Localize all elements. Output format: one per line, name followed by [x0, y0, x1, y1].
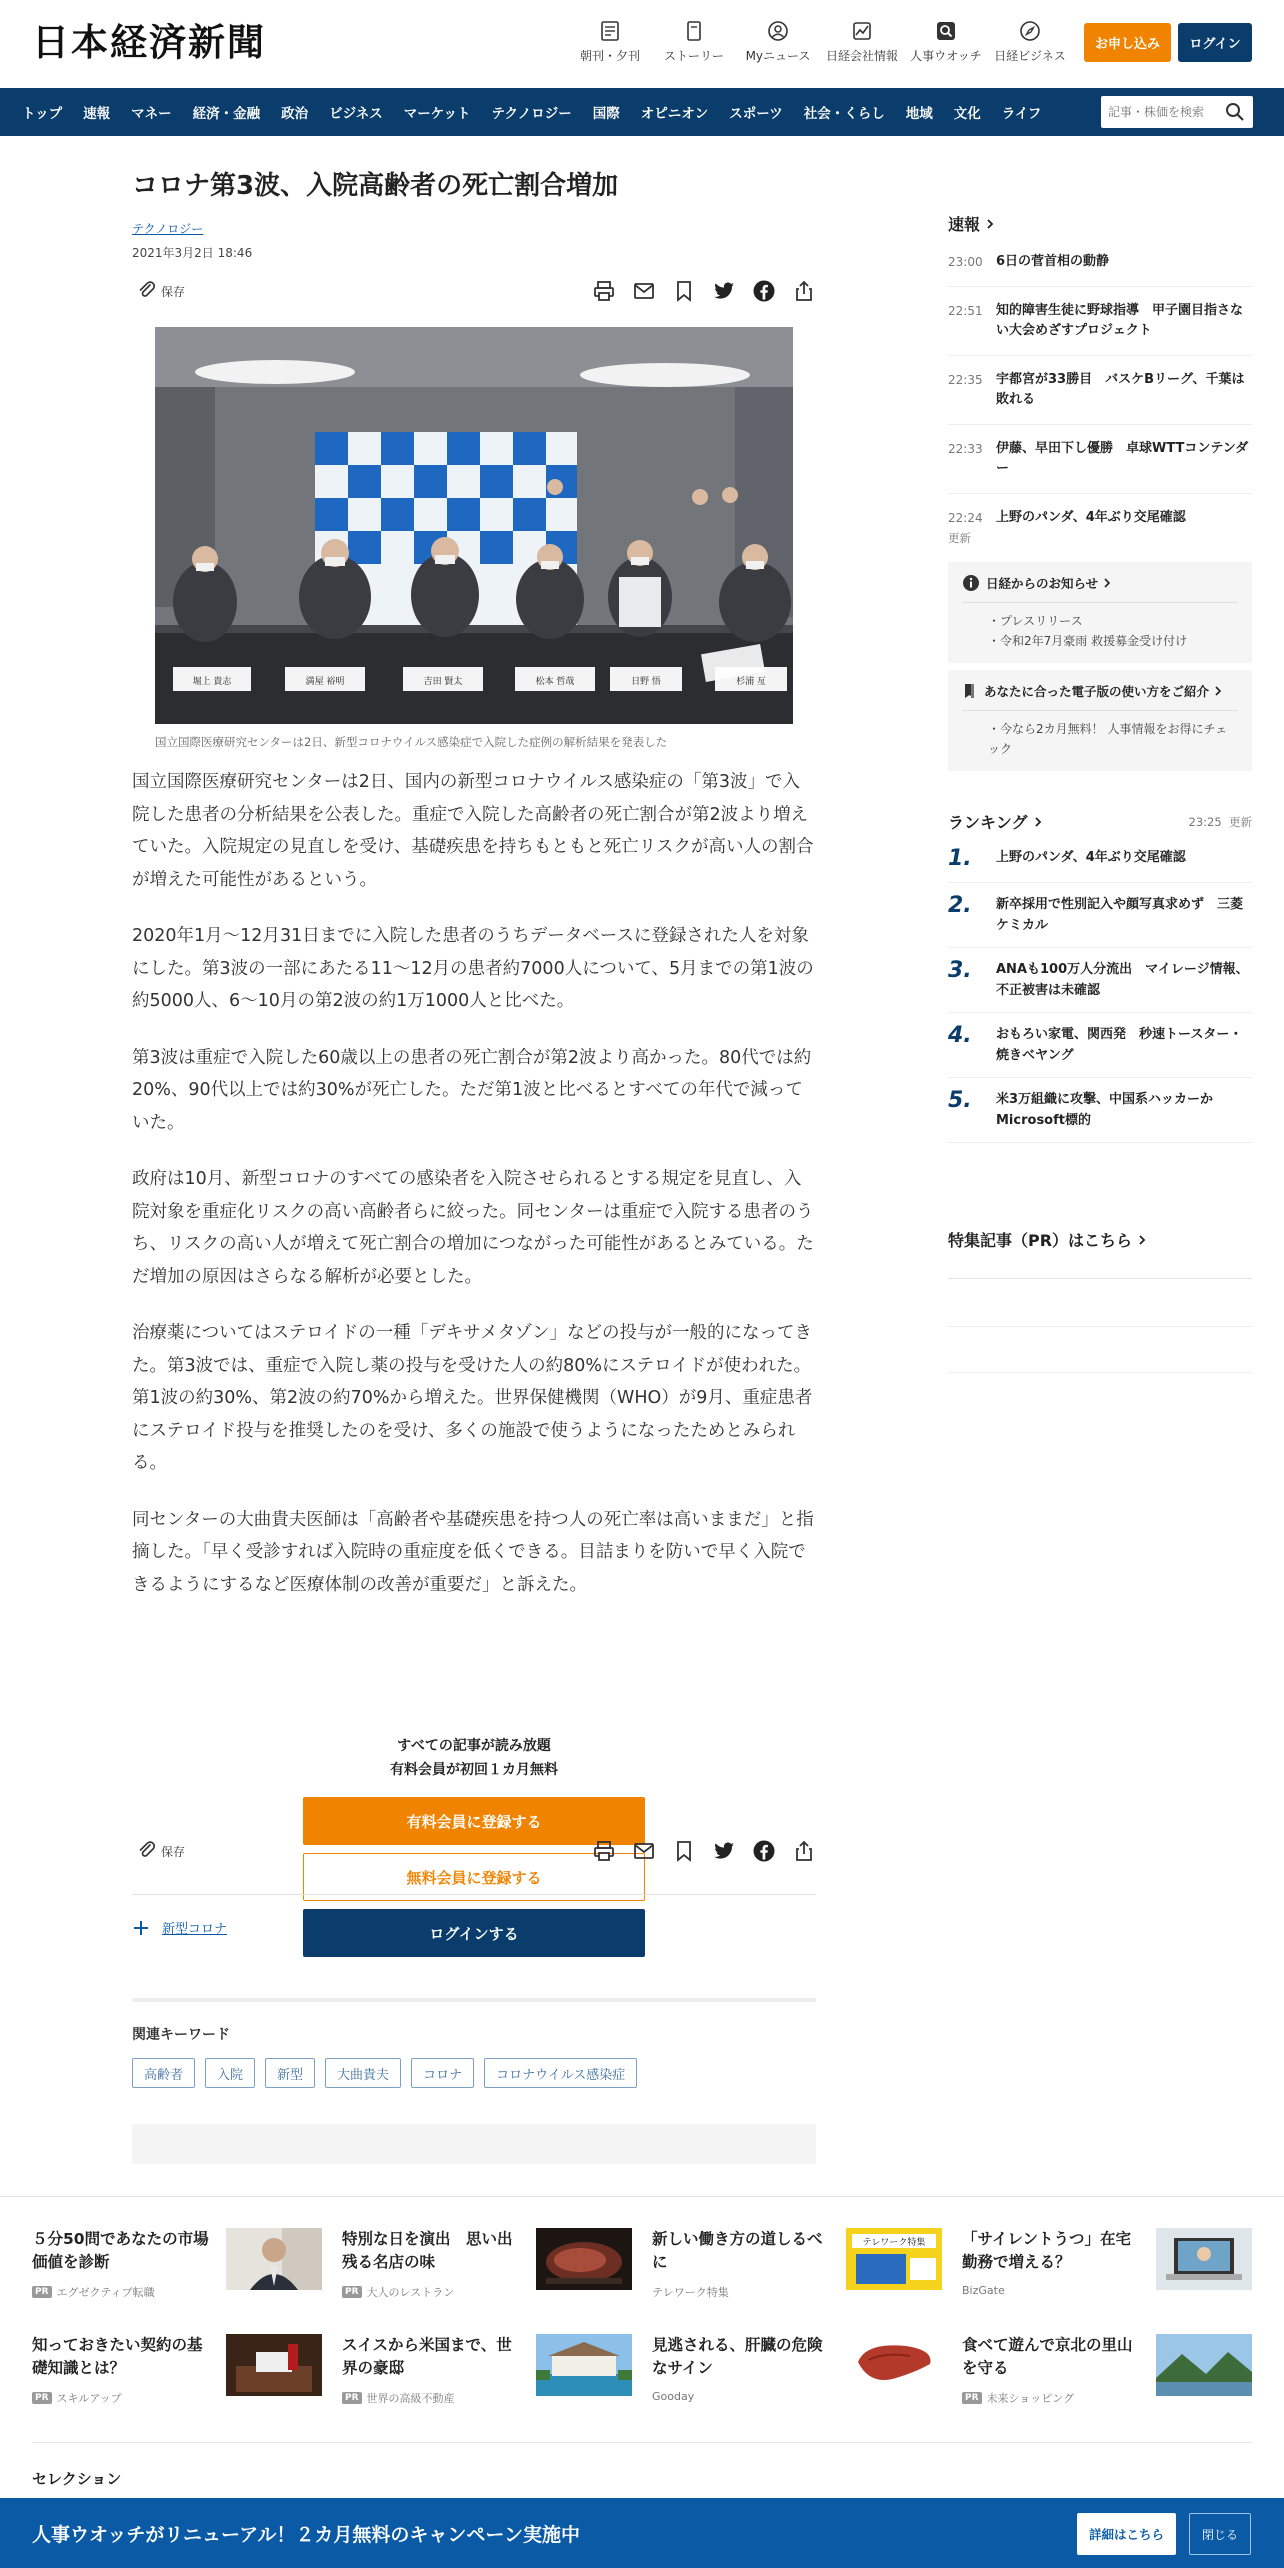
util-print-edition[interactable] — [568, 20, 652, 64]
promo-title: 知っておきたい契約の基礎知識とは？ — [32, 2336, 203, 2377]
util-nikkei-business[interactable] — [988, 20, 1072, 64]
keyword-tag[interactable]: 高齢者 — [132, 2058, 195, 2088]
newspaper-icon — [599, 20, 621, 42]
notice-title: あなたに合った電子版の使い方をご紹介 — [984, 684, 1210, 699]
news-title[interactable]: 6日の菅首相の動静 — [996, 254, 1110, 269]
register-paid-button[interactable]: 有料会員に登録する — [303, 1797, 645, 1845]
nav-item[interactable]: スポーツ — [729, 106, 783, 122]
promo-image — [226, 2228, 322, 2290]
article-paragraph: 政府は10月、新型コロナのすべての感染者を入院させられるとする規定を見直し、入院対象を重症化リスクの高い高齢者らに絞った。同センターは重症で入院する患者のうち、リスクの高い人が増えて死亡割合の増加につながった可能性があるとみている。ただ増加の原因はさらなる解析が必要とした。 — [132, 1169, 814, 1287]
promo-card[interactable] — [342, 2228, 632, 2298]
register-free-button[interactable]: 無料会員に登録する — [303, 1853, 645, 1901]
keyword-tag[interactable]: コロナ — [411, 2058, 474, 2088]
ranking-item[interactable] — [948, 836, 1252, 883]
promo-title: 食べて遊んで京北の里山を守る — [962, 2336, 1133, 2377]
share-icon[interactable] — [792, 279, 816, 303]
rank-title[interactable]: 米3万組織に攻撃、中国系ハッカーかMicrosoft標的 — [996, 1092, 1214, 1128]
topic-label: 新型コロナ — [162, 1922, 228, 1937]
save-button[interactable] — [136, 1840, 185, 1862]
breaking-news-header[interactable] — [948, 212, 995, 235]
promo-card[interactable] — [342, 2334, 632, 2404]
rank-title[interactable]: 上野のパンダ、4年ぶり交尾確認 — [996, 850, 1186, 865]
pr-badge: PR — [32, 2392, 52, 2404]
divider — [32, 2442, 1252, 2443]
nav-item[interactable]: 文化 — [953, 106, 981, 122]
bookmark-icon[interactable] — [672, 279, 696, 303]
promo-card[interactable] — [32, 2334, 322, 2404]
notice-title: 日経からのお知らせ — [986, 576, 1099, 591]
promo-separator — [0, 2196, 1284, 2197]
bookmark-icon[interactable] — [672, 1839, 696, 1863]
ranking-title-link[interactable] — [948, 810, 1043, 833]
breaking-news-list — [948, 238, 1252, 560]
nav-item[interactable]: マーケット — [403, 106, 471, 122]
pr-badge: PR — [962, 2392, 982, 2404]
notice-box-2 — [948, 670, 1252, 771]
compass-icon — [1019, 20, 1041, 42]
search-box — [1101, 96, 1253, 128]
banner-text: 人事ウオッチがリニューアル！２カ月無料のキャンペーン実施中 — [32, 2524, 580, 2546]
search-icon[interactable] — [1225, 102, 1245, 122]
search-input[interactable] — [1101, 96, 1213, 128]
rank-number: 2. — [948, 893, 972, 918]
article-paragraph: 治療薬についてはステロイドの一種「デキサメタゾン」などの投与が一般的になってきた。第3波では、重症で入院し薬の投与を受けた人の約80%にステロイドが使われた。第1波の約30%、第2波の約70%から増えた。世界保健機関（WHO）が9月、重症患者にステロイド投与を推奨したのを受け、多くの施設で使うようになったためとみられる。 — [132, 1323, 813, 1473]
article-paragraph: 同センターの大曲貴夫医師は「高齢者や基礎疾患を持つ人の死亡率は高いままだ」と指摘した。「早く受診すれば入院時の重症度を低くできる。目詰まりを防いで早く入院できるようにするなど医療体制の改善が重要だ」と訴えた。 — [132, 1509, 814, 1595]
news-item[interactable] — [948, 425, 1252, 494]
site-header — [0, 0, 1284, 88]
news-time: 22:33 — [948, 442, 983, 456]
news-title[interactable]: 上野のパンダ、4年ぶり交尾確認 — [996, 510, 1186, 525]
promo-title: 見逃される、肝臓の危険なサイン — [652, 2336, 823, 2377]
keyword-tag[interactable]: 大曲貴夫 — [325, 2058, 401, 2088]
keyword-list — [132, 2058, 816, 2088]
nav-list — [22, 88, 1062, 136]
ranking-update-label: 更新 — [1229, 814, 1252, 829]
promo-image — [846, 2228, 942, 2290]
divider — [948, 1372, 1252, 1373]
news-title[interactable]: 知的障害生徒に野球指導 甲子園目指さない大会めざすプロジェクト — [996, 303, 1244, 338]
print-icon[interactable] — [592, 279, 616, 303]
news-item[interactable] — [948, 238, 1252, 287]
news-item[interactable] — [948, 287, 1252, 356]
rank-number: 3. — [948, 958, 972, 983]
nav-item[interactable]: マネー — [131, 106, 172, 122]
twitter-icon[interactable] — [712, 1839, 736, 1863]
keywords-title: 関連キーワード — [132, 2027, 230, 2043]
promo-source-label: テレワーク特集 — [652, 2286, 729, 2299]
user-icon — [767, 20, 789, 42]
campaign-banner — [0, 2498, 1284, 2568]
article-paragraph: 国立国際医療研究センターは2日、国内の新型コロナウイルス感染症の「第3波」で入院した患者の分析結果を公表した。重症で入院した高齢者の死亡割合が第2波より増えていた。入院規定の見直しを受け、基礎疾患を持ちもともと死亡リスクが高い人の割合が増えた可能性があるという。 — [132, 772, 814, 890]
nav-item[interactable]: 地域 — [905, 106, 933, 122]
nameplate-text: 吉田 賢太 — [423, 677, 463, 687]
mail-icon[interactable] — [632, 1839, 656, 1863]
share-icon[interactable] — [792, 1839, 816, 1863]
promo-card[interactable] — [652, 2228, 942, 2298]
article-paragraph: 第3波は重症で入院した60歳以上の患者の死亡割合が第2波より高かった。80代では約20%、90代以上では約30%が死亡した。ただ第1波と比べるとすべての年代で減っていた。 — [132, 1047, 812, 1133]
ranking-header — [948, 810, 1252, 833]
news-time: 22:24 — [948, 511, 983, 525]
print-icon[interactable] — [592, 1839, 616, 1863]
pr-badge: PR — [342, 2286, 362, 2298]
nameplate-text: 松本 哲哉 — [535, 677, 575, 687]
paperclip-icon — [136, 280, 158, 302]
article-category-link[interactable]: テクノロジー — [132, 222, 204, 236]
util-company-info[interactable] — [820, 20, 904, 64]
promo-title: ５分50問であなたの市場価値を診断 — [32, 2230, 209, 2271]
promo-card[interactable] — [962, 2228, 1252, 2298]
utility-nav — [568, 20, 1072, 64]
nav-item[interactable]: 社会・くらし — [803, 106, 885, 122]
login-button[interactable]: ログイン — [1178, 23, 1252, 62]
selection-title: セレクション — [32, 2470, 122, 2488]
breaking-news-title: 速報 — [948, 215, 981, 234]
divider — [948, 1278, 1252, 1279]
promo-source — [962, 2390, 1074, 2406]
ranking-item[interactable] — [948, 1013, 1252, 1078]
util-label: 日経ビジネス — [994, 49, 1066, 63]
nameplate-text: 杉浦 亙 — [736, 677, 766, 687]
notice-item-label: 今なら2カ月無料！ 人事情報をお得にチェック — [988, 722, 1228, 756]
magnifier-icon — [935, 20, 957, 42]
promo-source-label: 未来ショッピング — [986, 2392, 1075, 2405]
mail-icon[interactable] — [632, 279, 656, 303]
photo-caption: 国立国際医療研究センターは2日、新型コロナウイルス感染症で入院した症例の解析結果を発表した — [155, 735, 668, 749]
nav-item[interactable]: オピニオン — [640, 106, 709, 122]
article-photo — [155, 327, 793, 724]
chevron-right-icon — [1033, 816, 1043, 828]
ad-placeholder — [132, 2124, 816, 2164]
promo-title: 特別な日を演出 思い出残る名店の味 — [342, 2230, 513, 2271]
notice-item-label: プレスリリース — [1000, 614, 1083, 628]
book-icon — [683, 20, 705, 42]
press-conference-photo — [155, 327, 793, 724]
rank-number: 4. — [948, 1023, 972, 1048]
plus-icon — [132, 1919, 150, 1937]
util-my-news[interactable] — [736, 20, 820, 64]
promo-source-label: スキルアップ — [56, 2392, 122, 2405]
article-paragraph: 2020年1月～12月31日までに入院した患者のうちデータベースに登録された人を対象にした。第3波の一部にあたる11～12月の患者約7000人について、5月までの第1波の約5000人、6～10月の第2波の約1万1000人と比べた。 — [132, 926, 814, 1011]
news-item[interactable] — [948, 494, 1252, 560]
news-time: 22:51 — [948, 304, 983, 318]
pr-badge: PR — [342, 2392, 362, 2404]
promo-image — [536, 2228, 632, 2290]
news-title[interactable]: 伊藤、早田下し優勝 卓球WTTコンテンダー — [996, 441, 1249, 476]
promo-image — [536, 2334, 632, 2396]
rank-title[interactable]: ANAも100万人分流出 マイレージ情報、不正被害は未確認 — [996, 962, 1249, 998]
article-toolbar-bottom — [132, 1836, 816, 1866]
nav-item[interactable]: ライフ — [1001, 106, 1042, 122]
promo-source-label: 大人のレストラン — [366, 2286, 455, 2299]
notice-items — [962, 710, 1238, 759]
chart-icon — [851, 20, 873, 42]
share-icons — [576, 1839, 816, 1863]
nav-item[interactable]: 経済・金融 — [192, 106, 261, 122]
notice-box-1 — [948, 562, 1252, 663]
paywall-line2: 有料会員が初回１カ月無料 — [390, 1762, 558, 1778]
rank-number: 1. — [948, 846, 972, 871]
promo-source — [652, 2390, 694, 2403]
nav-item[interactable]: テクノロジー — [491, 106, 572, 122]
news-item[interactable] — [948, 356, 1252, 425]
util-label: 人事ウオッチ — [910, 49, 982, 63]
save-label: 保存 — [161, 284, 186, 299]
promo-source-label: 世界の高級不動産 — [366, 2392, 455, 2405]
rank-title[interactable]: おもろい家電、関西発 秒速トースター・焼きベヤング — [996, 1027, 1243, 1063]
rank-title[interactable]: 新卒採用で性別記入や顔写真求めず 三菱ケミカル — [996, 897, 1244, 933]
chevron-right-icon — [1102, 577, 1112, 589]
article-title: コロナ第3波、入院高齢者の死亡割合増加 — [132, 171, 619, 201]
save-button[interactable] — [136, 280, 185, 302]
ranking-item[interactable] — [948, 883, 1252, 948]
book-icon — [962, 682, 978, 700]
promo-card[interactable] — [32, 2228, 322, 2298]
related-keywords — [132, 1998, 816, 2088]
facebook-icon[interactable] — [752, 1839, 776, 1863]
keyword-tag[interactable]: 入院 — [205, 2058, 255, 2088]
util-label: 朝刊・夕刊 — [579, 49, 640, 63]
promo-card[interactable] — [962, 2334, 1252, 2404]
nav-item[interactable]: 政治 — [281, 106, 309, 122]
nameplate-text: 日野 悟 — [631, 677, 661, 687]
promo-image — [846, 2334, 942, 2396]
promo-source — [342, 2284, 454, 2300]
promo-source — [962, 2284, 1005, 2297]
ranking-list — [948, 836, 1252, 1143]
paywall-line1: すべての記事が読み放題 — [397, 1738, 551, 1754]
promo-image — [226, 2334, 322, 2396]
rank-number: 5. — [948, 1088, 972, 1113]
promo-source-label: Gooday — [652, 2390, 695, 2403]
notice-item[interactable]: ・今なら2カ月無料！ 人事情報をお得にチェック — [988, 722, 1228, 756]
notice-item[interactable]: ・令和2年7月豪雨 救援募金受け付け — [988, 634, 1188, 648]
share-icons — [576, 279, 816, 303]
ranking-time: 23:25 — [1188, 814, 1222, 829]
pr-articles-title: 特集記事（PR）はこちら — [948, 1231, 1133, 1250]
paywall-login-button[interactable]: ログインする — [303, 1909, 645, 1957]
promo-source-label: BizGate — [962, 2284, 1005, 2297]
save-label: 保存 — [161, 1844, 186, 1859]
banner-detail-button[interactable]: 詳細はこちら — [1077, 2513, 1176, 2555]
ranking-title: ランキング — [948, 813, 1028, 832]
nav-item[interactable]: 速報 — [83, 106, 111, 122]
promo-title: スイスから米国まで、世界の豪邸 — [342, 2336, 512, 2377]
ad-image-text: テレワーク特集 — [862, 2238, 926, 2248]
follow-topic-link[interactable] — [132, 1918, 227, 1937]
pr-articles-link[interactable] — [948, 1228, 1147, 1251]
chevron-right-icon — [985, 218, 995, 230]
article-toolbar-top — [132, 276, 816, 306]
divider — [948, 1326, 1252, 1327]
promo-title: 新しい働き方の道しるべに — [652, 2230, 823, 2271]
info-icon — [962, 574, 980, 592]
promo-image — [1156, 2228, 1252, 2290]
ranking-item[interactable] — [948, 1078, 1252, 1143]
nav-item[interactable]: 国際 — [592, 106, 620, 122]
promo-title: 「サイレントうつ」在宅勤務で増える？ — [962, 2230, 1132, 2271]
promo-source — [342, 2390, 455, 2406]
paperclip-icon — [136, 1840, 158, 1862]
chevron-right-icon — [1137, 1234, 1147, 1246]
divider — [132, 1894, 816, 1895]
news-time: 23:00 — [948, 255, 983, 269]
logo-text: 日本経済新聞 — [32, 20, 266, 64]
news-title[interactable]: 宇都宮が33勝目 バスケBリーグ、千葉は敗れる — [996, 372, 1245, 407]
facebook-icon[interactable] — [752, 279, 776, 303]
promo-source — [32, 2390, 122, 2406]
article-body — [132, 766, 816, 1625]
pr-badge: PR — [32, 2286, 52, 2298]
chevron-right-icon — [1213, 685, 1223, 697]
promo-source — [32, 2284, 155, 2300]
keyword-tag[interactable]: 新型 — [265, 2058, 315, 2088]
notice-items — [962, 602, 1238, 651]
main-nav — [0, 88, 1284, 136]
util-label: Myニュース — [745, 49, 811, 63]
util-label: ストーリー — [663, 49, 724, 63]
ranking-updated — [1189, 814, 1252, 830]
promo-source — [652, 2284, 729, 2300]
util-story[interactable] — [652, 20, 736, 64]
article-date: 2021年3月2日 18:46 — [132, 246, 253, 260]
nameplate-text: 堀上 貴志 — [192, 677, 232, 687]
promo-source-label: エグゼクティブ転職 — [56, 2286, 155, 2299]
notice-header[interactable] — [962, 574, 1238, 592]
keyword-tag[interactable]: コロナウイルス感染症 — [484, 2058, 637, 2088]
nameplate-text: 満屋 裕明 — [305, 677, 345, 687]
notice-header[interactable] — [962, 682, 1238, 700]
util-label: 日経会社情報 — [825, 49, 898, 63]
more-label: 更新 — [948, 531, 971, 545]
nav-item[interactable]: ビジネス — [329, 106, 383, 122]
ranking-item[interactable] — [948, 948, 1252, 1013]
notice-item[interactable]: ・プレスリリース — [988, 614, 1083, 628]
banner-close-button[interactable]: 閉じる — [1189, 2513, 1251, 2555]
news-time: 22:35 — [948, 373, 983, 387]
twitter-icon[interactable] — [712, 279, 736, 303]
promo-card[interactable] — [652, 2334, 942, 2404]
nav-item[interactable]: トップ — [22, 106, 63, 122]
notice-item-label: 令和2年7月豪雨 救援募金受け付け — [1000, 634, 1188, 648]
util-personnel-watch[interactable] — [904, 20, 988, 64]
site-logo[interactable] — [32, 22, 342, 62]
promo-image — [1156, 2334, 1252, 2396]
apply-button[interactable]: お申し込み — [1084, 23, 1171, 62]
